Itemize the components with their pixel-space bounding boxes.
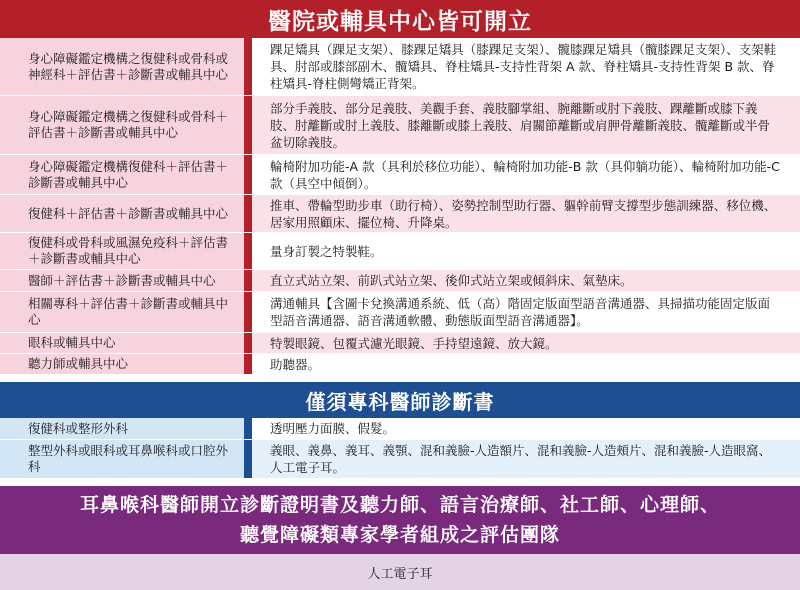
row-prescriber: 復健科或整形外科 — [0, 418, 244, 439]
row-divider — [244, 233, 252, 269]
row-divider — [244, 418, 252, 439]
section3-title-line2: 聽覺障礙類專家學者組成之評估團隊 — [239, 524, 560, 546]
section3-item: 人工電子耳 — [0, 554, 800, 590]
row-prescriber: 相關專科＋評估書＋診斷書或輔具中心 — [0, 292, 244, 332]
row-prescriber: 身心障礙鑑定機構復健科＋評估書＋診斷書或輔具中心 — [0, 155, 244, 194]
section1-title: 醫院或輔具中心皆可開立 — [0, 0, 800, 38]
row-prescriber: 聽力師或輔具中心 — [0, 354, 244, 374]
table-row — [0, 95, 800, 154]
row-divider — [244, 96, 252, 154]
table-row — [0, 154, 800, 194]
section3-title-line1: 耳鼻喉科醫師開立診斷證明書及聽力師、語言治療師、社工師、心理師、 — [79, 494, 720, 516]
row-divider — [244, 354, 252, 374]
row-devices: 助聽器。 — [252, 354, 800, 374]
row-devices: 量身訂製之特製鞋。 — [252, 233, 800, 269]
row-divider — [244, 38, 252, 95]
row-prescriber: 復健科或骨科或風濕免疫科＋評估書＋診斷書或輔具中心 — [0, 233, 244, 269]
table-row — [0, 332, 800, 353]
row-devices: 輪椅附加功能-A 款（具利於移位功能）、輪椅附加功能-B 款（具仰躺功能）、輪椅附加功能-C 款（具空中傾倒）。 — [252, 155, 800, 194]
table-row — [0, 38, 800, 95]
section2-title: 僅須專科醫師診斷書 — [0, 382, 800, 418]
table-row — [0, 269, 800, 291]
table-row — [0, 418, 800, 439]
row-divider — [244, 195, 252, 232]
row-devices: 部分手義肢、部分足義肢、美觀手套、義肢腳掌組、腕離斷或肘下義肢、踝離斷或膝下義肢、肘離斷或肘上義肢、膝離斷或膝上義肢、肩關節離斷或肩胛骨離斷義肢、髖離斷或半骨盆切除義肢。 — [252, 96, 800, 154]
table-row — [0, 194, 800, 232]
row-prescriber: 整型外科或眼科或耳鼻喉科或口腔外科 — [0, 440, 244, 478]
row-prescriber: 眼科或輔具中心 — [0, 333, 244, 353]
row-devices: 透明壓力面膜、假髮。 — [252, 418, 800, 439]
row-divider — [244, 333, 252, 353]
section-gap — [0, 478, 800, 486]
row-prescriber: 身心障礙鑑定機構之復健科或骨科或神經科＋評估書＋診斷書或輔具中心 — [0, 38, 244, 95]
row-divider — [244, 440, 252, 478]
table-row — [0, 232, 800, 269]
row-devices: 直立式站立架、前趴式站立架、後仰式站立架或傾斜床、氣墊床。 — [252, 270, 800, 291]
row-divider — [244, 292, 252, 332]
row-divider — [244, 270, 252, 291]
table-row — [0, 353, 800, 374]
row-devices: 義眼、義鼻、義耳、義顎、混和義臉-人造額片、混和義臉-人造頰片、混和義臉-人造眼窩、人工電子耳。 — [252, 440, 800, 478]
section1-table — [0, 38, 800, 374]
section3-title — [0, 486, 800, 554]
row-divider — [244, 155, 252, 194]
row-prescriber: 醫師＋評估書＋診斷書或輔具中心 — [0, 270, 244, 291]
table-row — [0, 291, 800, 332]
row-devices: 推車、帶輪型助步車（助行椅）、姿勢控制型助行器、軀幹前臂支撐型步態訓練器、移位機、居家用照顧床、擺位椅、升降桌。 — [252, 195, 800, 232]
section-gap — [0, 374, 800, 382]
section2-table — [0, 418, 800, 478]
row-prescriber: 復健科＋評估書＋診斷書或輔具中心 — [0, 195, 244, 232]
row-devices: 特製眼鏡、包覆式濾光眼鏡、手持望遠鏡、放大鏡。 — [252, 333, 800, 353]
row-devices: 踝足矯具（踝足支架）、膝踝足矯具（膝踝足支架）、髖膝踝足矯具（髖膝踝足支架）、支架鞋具、肘部或膝部副木、髖矯具、脊柱矯具-支持性背架 A 款、脊柱矯具-支持性背架 B 款、脊柱矯具-脊柱側彎矯正背架。 — [252, 38, 800, 95]
row-devices: 溝通輔具【含圖卡兌換溝通系統、低（高）階固定版面型語音溝通器、具掃描功能固定版面型語音溝通器、語音溝通軟體、動態版面型語音溝通器】。 — [252, 292, 800, 332]
table-row — [0, 439, 800, 478]
row-prescriber: 身心障礙鑑定機構之復健科或骨科＋評估書＋診斷書或輔具中心 — [0, 96, 244, 154]
